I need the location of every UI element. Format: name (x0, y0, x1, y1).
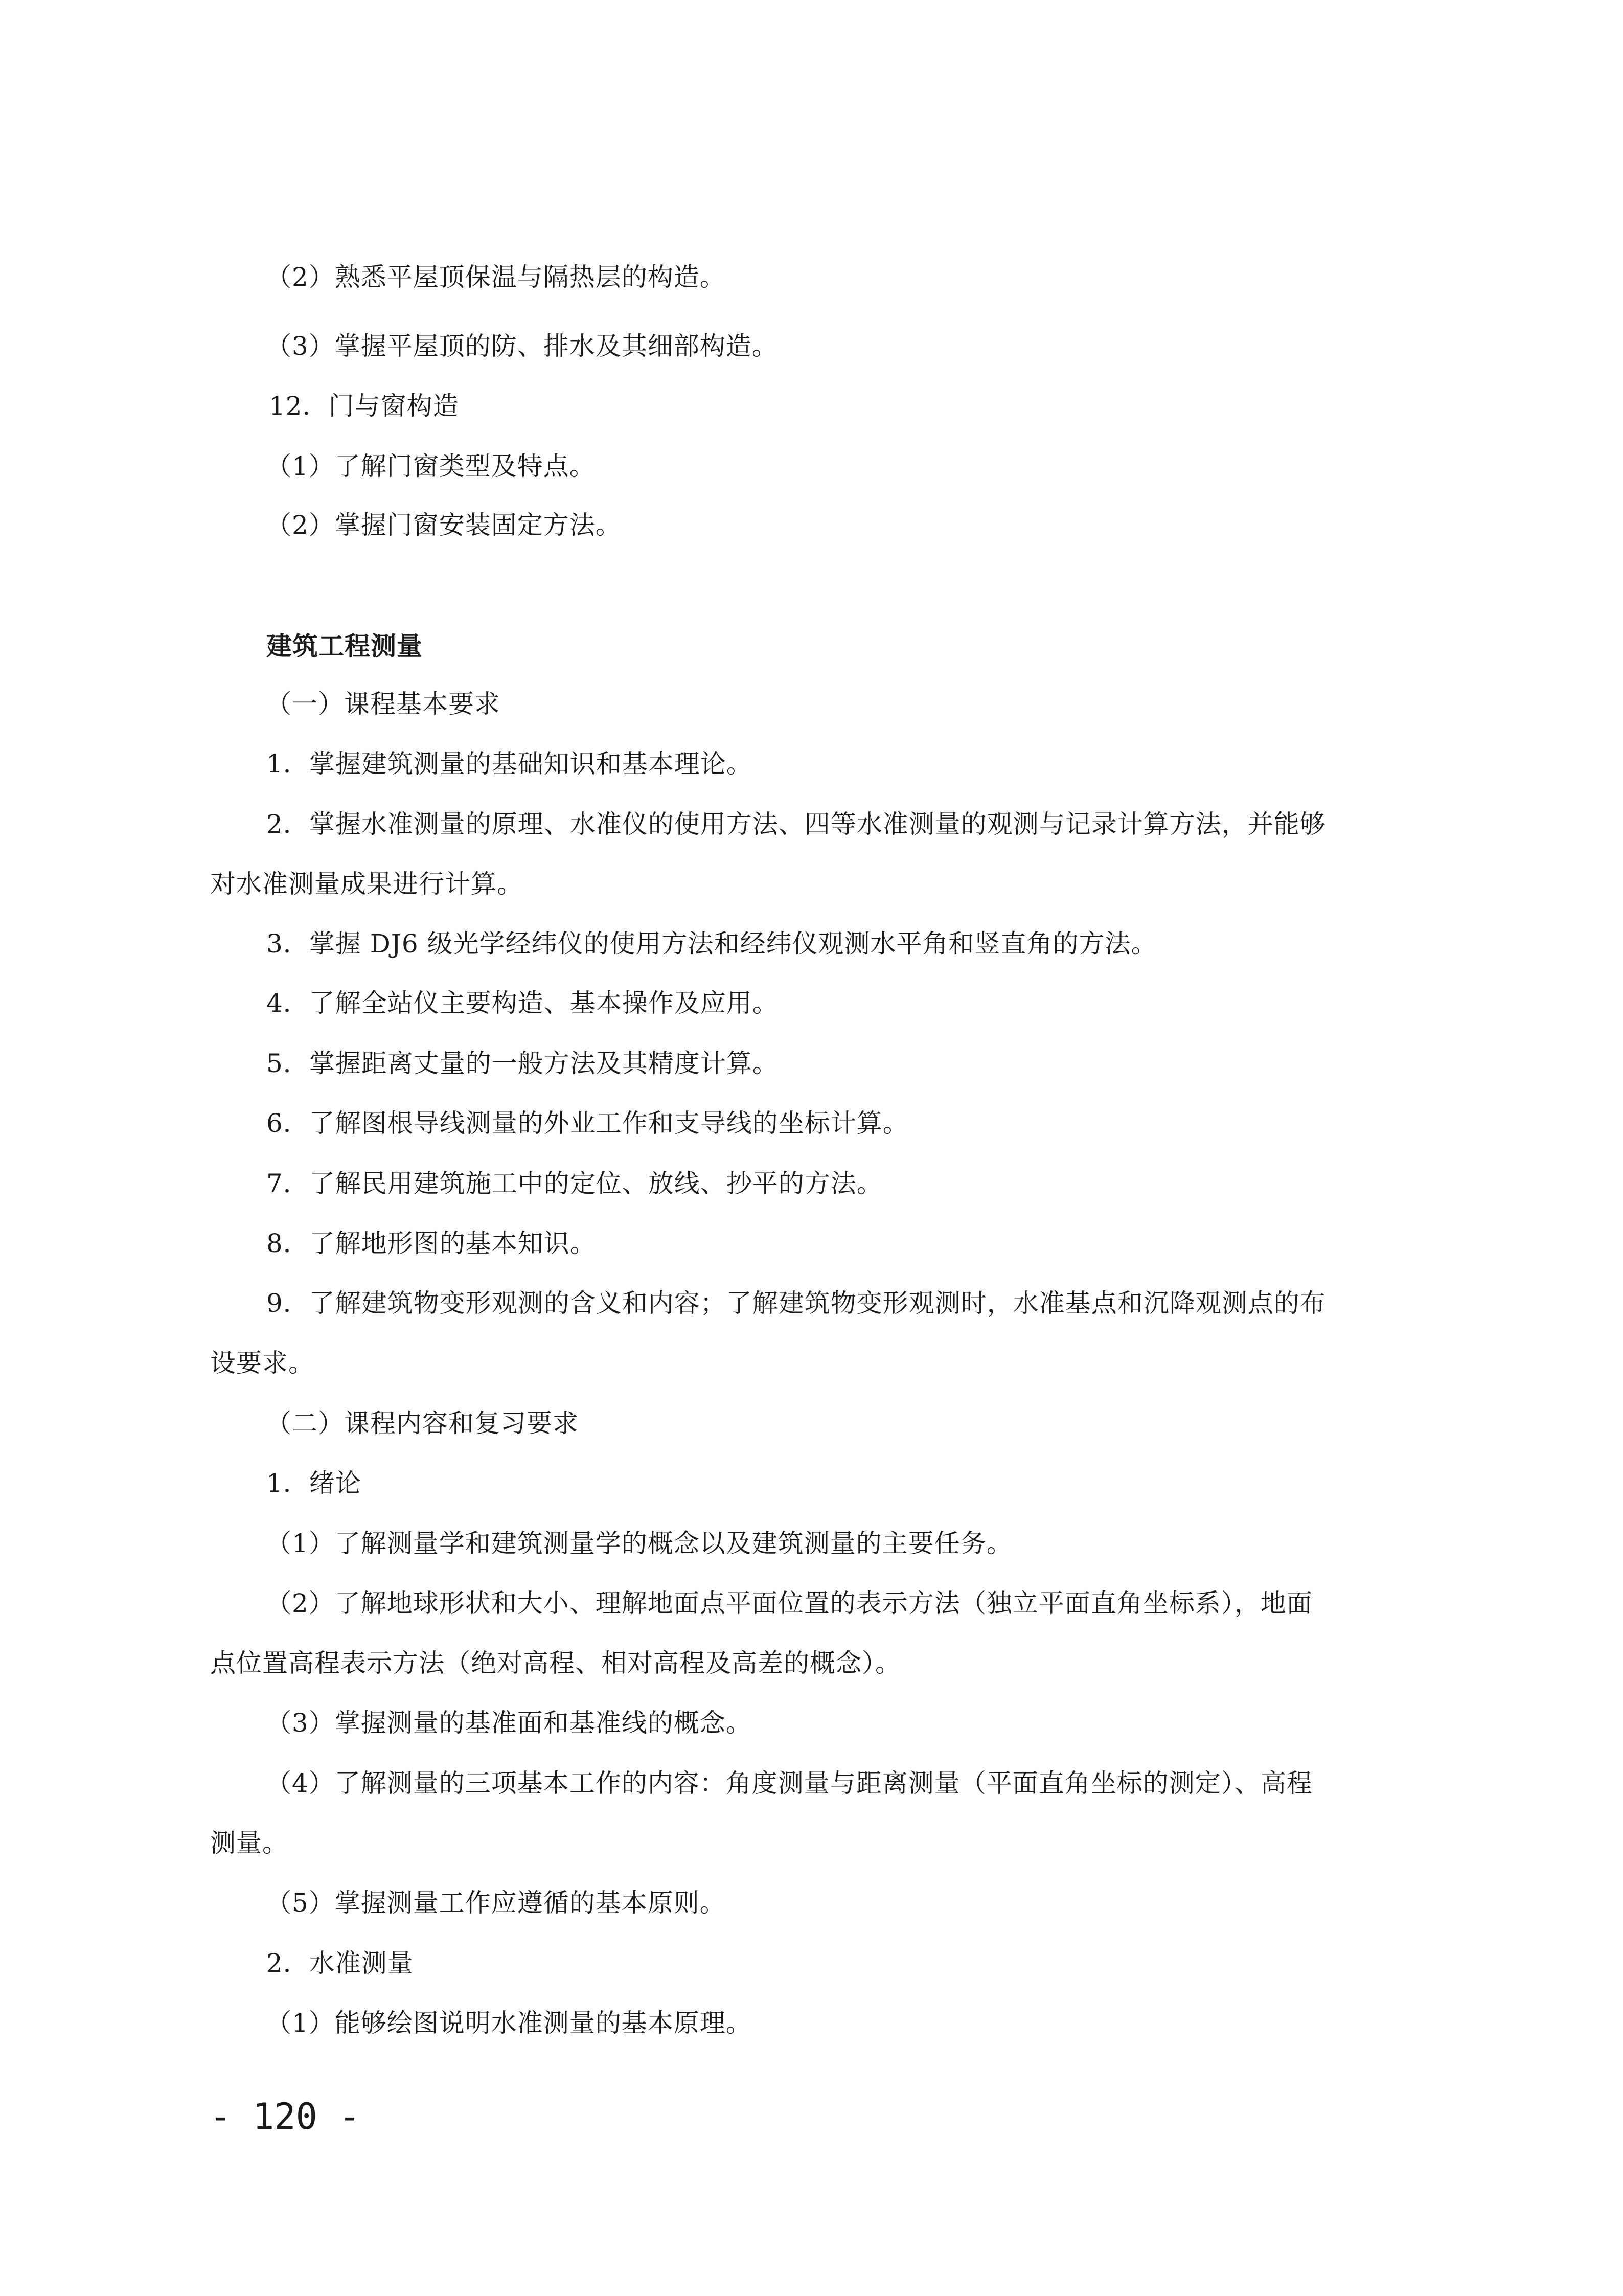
text-line: （1）能够绘图说明水准测量的基本原理。 (266, 2008, 752, 2038)
text-line: （4）了解测量的三项基本工作的内容：角度测量与距离测量（平面直角坐标的测定）、高程 (266, 1768, 1313, 1798)
text-line: 4．了解全站仪主要构造、基本操作及应用。 (266, 988, 779, 1018)
text-line: 3．掌握 DJ6 级光学经纬仪的使用方法和经纬仪观测水平角和竖直角的方法。 (266, 929, 1157, 959)
text-line: （1）了解门窗类型及特点。 (266, 451, 596, 481)
text-line: （2）熟悉平屋顶保温与隔热层的构造。 (266, 262, 726, 292)
page-number: - 120 - (210, 2096, 361, 2138)
text-line: 7．了解民用建筑施工中的定位、放线、抄平的方法。 (266, 1169, 883, 1198)
text-line: （3）掌握测量的基准面和基准线的概念。 (266, 1708, 752, 1738)
text-line: 2．掌握水准测量的原理、水准仪的使用方法、四等水准测量的观测与记录计算方法，并能够 (266, 809, 1326, 839)
text-line: 12．门与窗构造 (269, 391, 459, 421)
text-line: 1．绪论 (266, 1468, 361, 1498)
text-line: 1．掌握建筑测量的基础知识和基本理论。 (266, 749, 752, 779)
section-heading: 建筑工程测量 (266, 631, 423, 661)
text-line: 5．掌握距离丈量的一般方法及其精度计算。 (266, 1049, 779, 1078)
text-line: （2）掌握门窗安装固定方法。 (266, 510, 622, 540)
text-line: 对水准测量成果进行计算。 (210, 869, 523, 899)
text-line: 2．水准测量 (266, 1948, 414, 1978)
text-line: 测量。 (210, 1828, 288, 1858)
text-line: （二）课程内容和复习要求 (266, 1408, 579, 1438)
text-line: 6．了解图根导线测量的外业工作和支导线的坐标计算。 (266, 1108, 909, 1138)
text-line: （一）课程基本要求 (266, 689, 500, 719)
text-line: （1）了解测量学和建筑测量学的概念以及建筑测量的主要任务。 (266, 1529, 1013, 1558)
text-line: （5）掌握测量工作应遵循的基本原则。 (266, 1888, 726, 1918)
text-line: 点位置高程表示方法（绝对高程、相对高程及高差的概念）。 (210, 1648, 901, 1678)
text-line: （3）掌握平屋顶的防、排水及其细部构造。 (266, 331, 778, 361)
text-line: 8．了解地形图的基本知识。 (266, 1229, 596, 1258)
text-line: 9．了解建筑物变形观测的含义和内容；了解建筑物变形观测时，水准基点和沉降观测点的布 (266, 1288, 1326, 1318)
text-line: （2）了解地球形状和大小、理解地面点平面位置的表示方法（独立平面直角坐标系），地面 (266, 1588, 1313, 1618)
text-line: 设要求。 (210, 1348, 314, 1378)
